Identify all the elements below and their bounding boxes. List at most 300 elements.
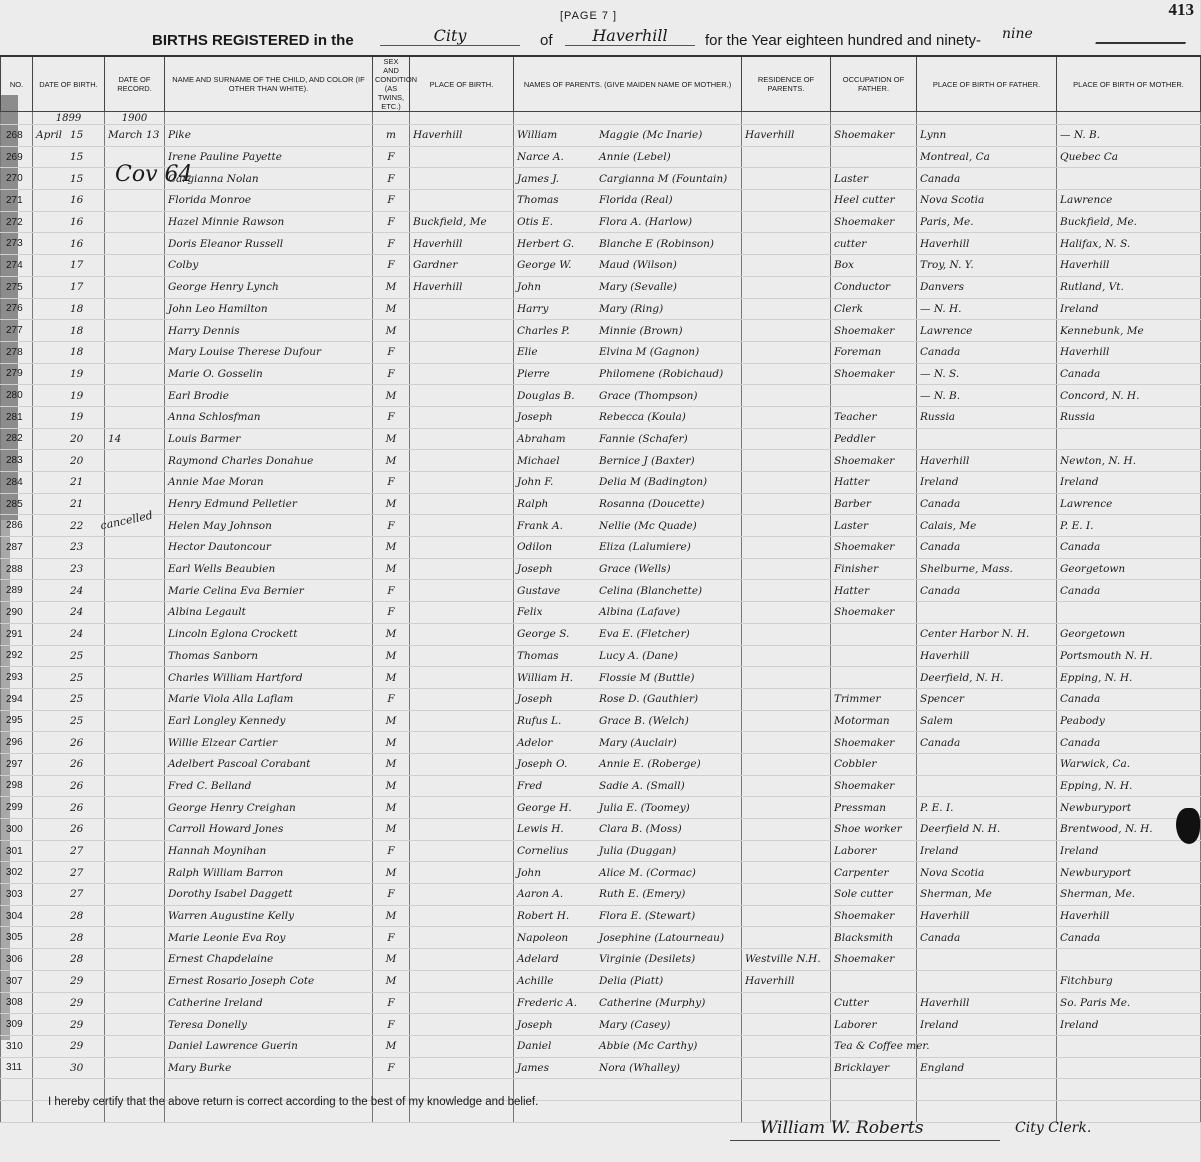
record-date [105,341,165,363]
father-birthplace: Haverhill [917,450,1057,472]
sex: M [373,298,410,320]
father-name: Pierre [517,367,550,380]
record-date [105,862,165,884]
table-row [1,255,1201,277]
father-birthplace: Sherman, Me [917,884,1057,906]
record-date [105,645,165,667]
table-row [1,623,1201,645]
child-name: Albina Legault [165,602,373,624]
mother-birthplace: Canada [1057,732,1201,754]
mother-birthplace: Epping, N. H. [1057,667,1201,689]
father-occupation [831,623,917,645]
parents [514,406,742,428]
father-birthplace [917,775,1057,797]
child-name: Henry Edmund Pelletier [165,493,373,515]
mother-birthplace [1057,168,1201,190]
residence [742,1057,831,1079]
father-name: Joseph [517,411,553,424]
birth-day: 27 [70,845,84,858]
child-name: John Leo Hamilton [165,298,373,320]
row-number: 272 [1,211,33,233]
father-birthplace: P. E. I. [917,797,1057,819]
father-name: Aaron A. [517,888,564,901]
mother-name: Maggie (Mc Inarie) [599,129,703,142]
birth-day: 23 [70,563,84,576]
father-occupation: Tea & Coffee mer. [831,1035,917,1057]
child-name: Mary Louise Therese Dufour [165,341,373,363]
residence [742,688,831,710]
mother-birthplace [1057,1035,1201,1057]
row-number: 269 [1,146,33,168]
sex: M [373,732,410,754]
place-of-birth: Haverhill [410,233,514,255]
mother-name: Delia M (Badington) [599,476,708,489]
parents [514,862,742,884]
table-row [1,493,1201,515]
child-name: Lincoln Eglona Crockett [165,623,373,645]
residence [742,320,831,342]
mother-name: Lucy A. (Dane) [599,649,678,662]
father-name: William H. [517,671,574,684]
father-birthplace: Nova Scotia [917,190,1057,212]
signature-title: City Clerk. [1015,1120,1092,1136]
date-of-birth [33,732,105,754]
date-of-birth [33,493,105,515]
mother-name: Virginie (Desilets) [599,953,696,966]
record-date [105,558,165,580]
sex: F [373,406,410,428]
mother-name: Grace (Thompson) [599,389,698,402]
row-number: 287 [1,537,33,559]
place-of-birth: Haverhill [410,276,514,298]
parents [514,146,742,168]
table-row [1,1035,1201,1057]
mother-name: Grace (Wells) [599,563,671,576]
mother-birthplace [1057,602,1201,624]
record-date [105,992,165,1014]
child-name: Earl Longley Kennedy [165,710,373,732]
row-number: 275 [1,276,33,298]
record-date [105,927,165,949]
mother-birthplace [1057,428,1201,450]
residence [742,255,831,277]
father-occupation: Box [831,255,917,277]
birth-day: 16 [70,216,84,229]
birth-day: 28 [70,910,84,923]
father-name: Felix [517,606,543,619]
birth-day: 29 [70,1040,84,1053]
place-of-birth [410,949,514,971]
father-birthplace: Canada [917,580,1057,602]
father-occupation: Barber [831,493,917,515]
father-name: John [517,281,542,294]
mother-birthplace: Lawrence [1057,190,1201,212]
father-name: George S. [517,628,570,641]
table-row [1,190,1201,212]
residence [742,667,831,689]
father-name: Ralph [517,498,549,511]
record-date [105,667,165,689]
row-number: 293 [1,667,33,689]
mother-name: Albina (Lafave) [599,606,681,619]
table-row [1,927,1201,949]
father-name: George W. [517,259,572,272]
date-of-birth [33,450,105,472]
record-date [105,406,165,428]
mother-birthplace: Haverhill [1057,341,1201,363]
place-of-birth [410,580,514,602]
row-number: 286 [1,515,33,537]
birth-day: 23 [70,541,84,554]
residence [742,840,831,862]
mother-name: Flossie M (Buttle) [599,671,695,684]
mother-birthplace: Newburyport [1057,797,1201,819]
table-row [1,580,1201,602]
residence [742,753,831,775]
sex: M [373,949,410,971]
father-birthplace [917,753,1057,775]
mother-name: Blanche E (Robinson) [599,237,715,250]
father-name: James J. [517,172,560,185]
date-of-birth [33,884,105,906]
birth-day: 24 [70,628,84,641]
child-name: Dorothy Isabel Daggett [165,884,373,906]
father-birthplace: Canada [917,493,1057,515]
record-date [105,1057,165,1079]
child-name: Mary Burke [165,1057,373,1079]
father-occupation [831,645,917,667]
date-of-birth [33,125,105,147]
birth-day: 26 [70,779,84,792]
father-occupation: Foreman [831,341,917,363]
sex: F [373,1014,410,1036]
date-of-birth [33,862,105,884]
sex: M [373,385,410,407]
date-of-birth [33,276,105,298]
father-occupation: Shoemaker [831,732,917,754]
place-of-birth [410,298,514,320]
record-date [105,732,165,754]
table-row [1,125,1201,147]
father-birthplace: Canada [917,341,1057,363]
mother-name: Nora (Whalley) [599,1061,680,1074]
residence [742,884,831,906]
sex: M [373,1035,410,1057]
row-number: 288 [1,558,33,580]
father-birthplace: Ireland [917,1014,1057,1036]
table-row [1,428,1201,450]
child-name: Louis Barmer [165,428,373,450]
parents [514,276,742,298]
mother-birthplace: Newton, N. H. [1057,450,1201,472]
parents [514,732,742,754]
mother-birthplace: So. Paris Me. [1057,992,1201,1014]
parents [514,450,742,472]
mother-birthplace: Haverhill [1057,905,1201,927]
place-of-birth [410,190,514,212]
table-row [1,862,1201,884]
parents [514,558,742,580]
place-of-birth [410,623,514,645]
record-date [105,840,165,862]
table-row [1,710,1201,732]
column-header: DATE OF BIRTH. [33,56,105,112]
place-type: City [380,26,520,46]
residence [742,450,831,472]
father-birthplace: Haverhill [917,905,1057,927]
father-birthplace: Calais, Me [917,515,1057,537]
table-row [1,558,1201,580]
mother-name: Ruth E. (Emery) [599,888,686,901]
sex: F [373,515,410,537]
father-name: Narce A. [517,151,564,164]
father-birthplace: Russia [917,406,1057,428]
parents [514,341,742,363]
residence [742,819,831,841]
record-date [105,233,165,255]
father-birthplace: Ireland [917,472,1057,494]
parents [514,949,742,971]
row-number: 297 [1,753,33,775]
column-header: SEX AND CONDITION (AS TWINS, ETC.) [373,56,410,112]
date-of-birth [33,992,105,1014]
mother-name: Abbie (Mc Carthy) [599,1040,698,1053]
date-of-birth [33,819,105,841]
residence [742,233,831,255]
mother-birthplace: Peabody [1057,710,1201,732]
table-row [1,298,1201,320]
father-occupation: Trimmer [831,688,917,710]
table-row [1,797,1201,819]
mother-name: Bernice J (Baxter) [599,454,695,467]
father-name: Thomas [517,649,559,662]
mother-birthplace: Sherman, Me. [1057,884,1201,906]
father-occupation: cutter [831,233,917,255]
mother-birthplace: Lawrence [1057,493,1201,515]
birth-day: 18 [70,302,84,315]
record-date [105,905,165,927]
record-date [105,1035,165,1057]
date-of-birth [33,363,105,385]
residence [742,168,831,190]
child-name: Marie O. Gosselin [165,363,373,385]
child-name: Colby [165,255,373,277]
child-name: Earl Wells Beaubien [165,558,373,580]
date-of-birth [33,927,105,949]
record-date [105,753,165,775]
sex: M [373,862,410,884]
place-of-birth [410,341,514,363]
record-date [105,211,165,233]
father-occupation: Heel cutter [831,190,917,212]
table-row [1,688,1201,710]
parents [514,125,742,147]
place-of-birth [410,710,514,732]
father-occupation [831,146,917,168]
father-birthplace: Canada [917,537,1057,559]
sex: F [373,688,410,710]
parents [514,363,742,385]
father-name: Abraham [517,432,566,445]
sex: F [373,602,410,624]
place-of-birth: Gardner [410,255,514,277]
father-occupation: Laster [831,515,917,537]
father-name: Napoleon [517,931,569,944]
row-number: 271 [1,190,33,212]
child-name: George Henry Lynch [165,276,373,298]
row-number: 305 [1,927,33,949]
father-name: Harry [517,302,549,315]
row-number: 299 [1,797,33,819]
place-of-birth [410,645,514,667]
table-row [1,1014,1201,1036]
child-name: Raymond Charles Donahue [165,450,373,472]
birth-day: 29 [70,996,84,1009]
father-birthplace: Deerfield, N. H. [917,667,1057,689]
residence [742,797,831,819]
birth-day: 16 [70,194,84,207]
birth-day: 28 [70,931,84,944]
sex: M [373,667,410,689]
date-of-birth [33,753,105,775]
sex: M [373,797,410,819]
parents [514,623,742,645]
place-of-birth [410,840,514,862]
parents [514,710,742,732]
mother-birthplace: Fitchburg [1057,970,1201,992]
residence [742,363,831,385]
row-number: 284 [1,472,33,494]
row-number: 302 [1,862,33,884]
place-of-birth [410,168,514,190]
father-name: Herbert G. [517,237,575,250]
date-of-birth [33,233,105,255]
row-number: 277 [1,320,33,342]
page-label: [PAGE 7 ] [560,10,618,22]
birth-day: 25 [70,693,84,706]
father-birthplace: Haverhill [917,645,1057,667]
parents [514,667,742,689]
child-name: Teresa Donelly [165,1014,373,1036]
sex: M [373,645,410,667]
mother-name: Rebecca (Koula) [599,411,686,424]
mother-name: Mary (Auclair) [599,736,677,749]
residence [742,146,831,168]
residence [742,537,831,559]
record-date [105,190,165,212]
parents [514,970,742,992]
row-number: 279 [1,363,33,385]
record-date [105,450,165,472]
child-name: Marie Viola Alla Laflam [165,688,373,710]
father-birthplace [917,428,1057,450]
record-date [105,819,165,841]
record-date: 14 [105,428,165,450]
mother-name: Celina (Blanchette) [599,584,703,597]
row-number: 304 [1,905,33,927]
record-year: 1900 [105,112,165,125]
place-of-birth [410,602,514,624]
mother-name: Julia E. (Toomey) [599,801,690,814]
record-date [105,775,165,797]
father-birthplace: Lawrence [917,320,1057,342]
row-number: 274 [1,255,33,277]
place-of-birth [410,406,514,428]
father-occupation: Shoemaker [831,602,917,624]
sex: F [373,840,410,862]
child-name: Marie Celina Eva Bernier [165,580,373,602]
table-row [1,949,1201,971]
father-occupation: Peddler [831,428,917,450]
row-number: 306 [1,949,33,971]
father-occupation: Shoemaker [831,450,917,472]
row-number: 291 [1,623,33,645]
sex: F [373,884,410,906]
table-row [1,645,1201,667]
ink-blot [1176,808,1200,844]
row-number: 309 [1,1014,33,1036]
father-name: Gustave [517,584,561,597]
residence [742,602,831,624]
row-number: 294 [1,688,33,710]
father-occupation: Motorman [831,710,917,732]
father-birthplace: Salem [917,710,1057,732]
residence [742,1014,831,1036]
parents [514,493,742,515]
sex: F [373,992,410,1014]
father-birthplace: England [917,1057,1057,1079]
mother-birthplace: Canada [1057,927,1201,949]
row-number: 278 [1,341,33,363]
certification-text: I hereby certify that the above return is correct according to the best of my knowledge and belief. [48,1096,539,1108]
sex: F [373,168,410,190]
residence [742,190,831,212]
birth-year: 1899 [33,112,105,125]
table-row [1,211,1201,233]
place-of-birth [410,992,514,1014]
father-birthplace [917,949,1057,971]
residence [742,428,831,450]
year-suffix: nine [1002,26,1033,42]
child-name: Hannah Moynihan [165,840,373,862]
place-of-birth [410,472,514,494]
title-prefix: BIRTHS REGISTERED in the [152,32,354,49]
mother-name: Julia (Duggan) [599,845,677,858]
row-number: 285 [1,493,33,515]
mother-name: Maud (Wilson) [599,259,677,272]
father-name: Elie [517,346,538,359]
sex: M [373,623,410,645]
mother-birthplace [1057,949,1201,971]
father-name: Robert H. [517,910,570,923]
father-birthplace: — N. S. [917,363,1057,385]
table-row [1,341,1201,363]
mother-birthplace: Ireland [1057,840,1201,862]
child-name: Ernest Rosario Joseph Cote [165,970,373,992]
place-of-birth [410,428,514,450]
parents [514,753,742,775]
place-of-birth [410,385,514,407]
parents [514,1035,742,1057]
table-row [1,1057,1201,1079]
place-of-birth: Haverhill [410,125,514,147]
father-name: Joseph [517,563,553,576]
place-of-birth [410,905,514,927]
father-occupation: Bricklayer [831,1057,917,1079]
birth-day: 24 [70,606,84,619]
parents [514,775,742,797]
place-of-birth [410,775,514,797]
